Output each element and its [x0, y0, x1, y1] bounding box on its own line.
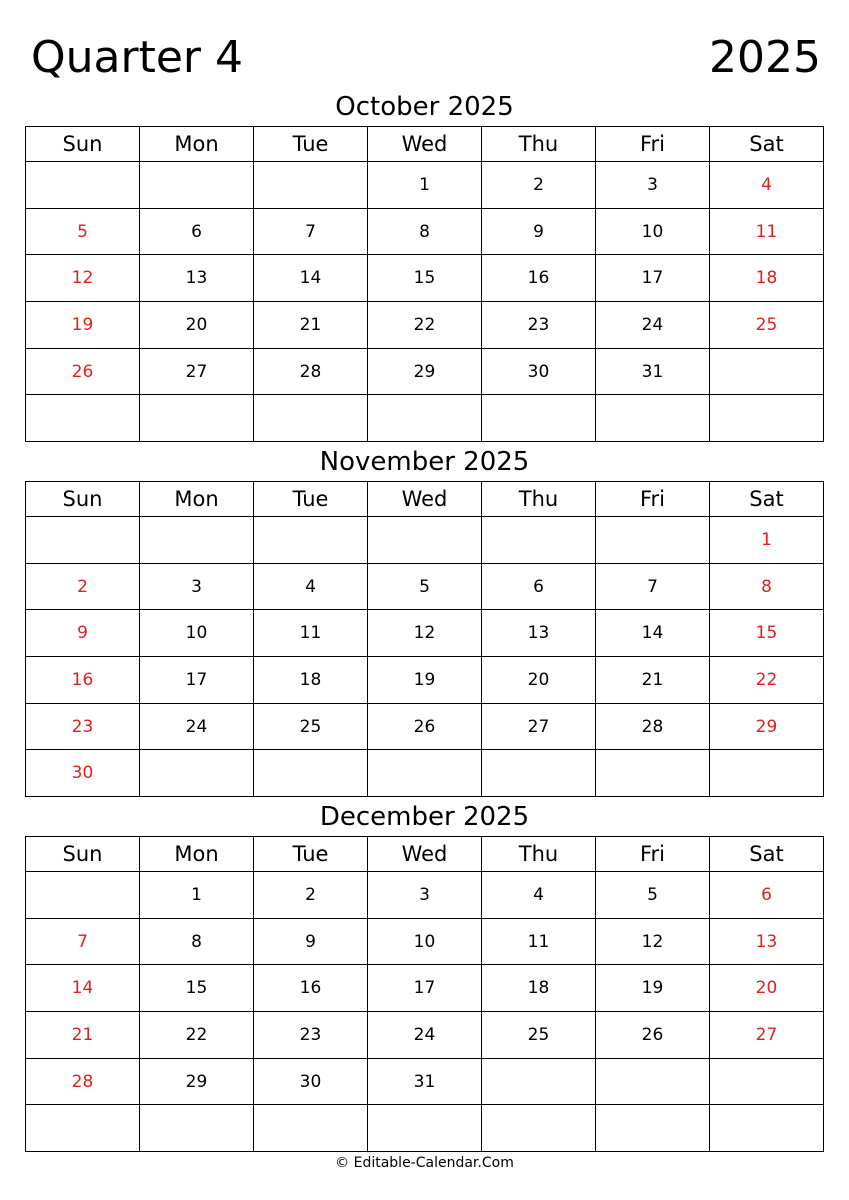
week-row — [26, 750, 824, 797]
day-cell — [140, 1105, 254, 1152]
day-cell — [368, 517, 482, 564]
weekday-header: Thu — [482, 127, 596, 162]
day-cell: 10 — [140, 610, 254, 657]
day-cell: 4 — [710, 162, 824, 209]
day-cell: 21 — [26, 1012, 140, 1059]
day-cell: 31 — [368, 1058, 482, 1105]
month-calendar — [25, 90, 824, 442]
week-row — [26, 1012, 824, 1059]
day-cell: 30 — [482, 348, 596, 395]
day-cell: 5 — [368, 563, 482, 610]
weekday-header: Tue — [254, 127, 368, 162]
day-cell: 27 — [140, 348, 254, 395]
day-cell: 10 — [596, 208, 710, 255]
weekday-header: Fri — [596, 837, 710, 872]
day-cell: 31 — [596, 348, 710, 395]
weekday-header: Sun — [26, 482, 140, 517]
day-cell — [26, 395, 140, 442]
day-cell — [368, 395, 482, 442]
day-cell: 1 — [368, 162, 482, 209]
day-cell: 9 — [254, 918, 368, 965]
day-cell — [596, 1105, 710, 1152]
weekday-header: Wed — [368, 127, 482, 162]
day-cell — [596, 750, 710, 797]
day-cell: 13 — [710, 918, 824, 965]
day-cell: 19 — [368, 657, 482, 704]
week-row — [26, 918, 824, 965]
day-cell: 18 — [254, 657, 368, 704]
day-cell: 10 — [368, 918, 482, 965]
day-cell: 9 — [26, 610, 140, 657]
day-cell: 15 — [710, 610, 824, 657]
day-cell: 6 — [140, 208, 254, 255]
day-cell — [368, 1105, 482, 1152]
day-cell: 29 — [710, 703, 824, 750]
day-cell: 2 — [26, 563, 140, 610]
weekday-header-row — [26, 482, 824, 517]
day-cell: 25 — [710, 302, 824, 349]
day-cell: 11 — [254, 610, 368, 657]
day-cell: 26 — [26, 348, 140, 395]
month-calendar — [25, 800, 824, 1152]
quarter-title: Quarter 4 — [31, 32, 243, 83]
day-cell: 11 — [710, 208, 824, 255]
day-cell: 20 — [140, 302, 254, 349]
day-cell: 3 — [140, 563, 254, 610]
week-row — [26, 395, 824, 442]
day-cell: 21 — [596, 657, 710, 704]
day-cell: 20 — [710, 965, 824, 1012]
month-grid — [25, 126, 824, 442]
day-cell: 1 — [710, 517, 824, 564]
day-cell — [482, 517, 596, 564]
month-grid — [25, 836, 824, 1152]
day-cell — [26, 162, 140, 209]
day-cell — [140, 750, 254, 797]
day-cell: 14 — [26, 965, 140, 1012]
month-title: October 2025 — [335, 92, 514, 122]
day-cell — [254, 517, 368, 564]
day-cell: 8 — [710, 563, 824, 610]
day-cell — [710, 1105, 824, 1152]
day-cell: 2 — [482, 162, 596, 209]
weekday-header: Tue — [254, 837, 368, 872]
day-cell: 13 — [482, 610, 596, 657]
day-cell: 28 — [596, 703, 710, 750]
weekday-header: Sun — [26, 127, 140, 162]
day-cell: 27 — [710, 1012, 824, 1059]
day-cell: 6 — [482, 563, 596, 610]
day-cell: 14 — [254, 255, 368, 302]
day-cell — [26, 1105, 140, 1152]
week-row — [26, 255, 824, 302]
weekday-header: Fri — [596, 127, 710, 162]
weekday-header: Wed — [368, 482, 482, 517]
day-cell: 29 — [368, 348, 482, 395]
day-cell: 26 — [596, 1012, 710, 1059]
month-title: November 2025 — [319, 447, 530, 477]
day-cell: 4 — [254, 563, 368, 610]
day-cell: 17 — [140, 657, 254, 704]
week-row — [26, 872, 824, 919]
day-cell — [710, 1058, 824, 1105]
day-cell: 23 — [254, 1012, 368, 1059]
week-row — [26, 703, 824, 750]
day-cell: 8 — [368, 208, 482, 255]
day-cell — [26, 872, 140, 919]
week-row — [26, 965, 824, 1012]
year-title: 2025 — [709, 32, 821, 83]
day-cell: 3 — [596, 162, 710, 209]
day-cell — [368, 750, 482, 797]
weekday-header: Mon — [140, 837, 254, 872]
month-grid — [25, 481, 824, 797]
month-title: December 2025 — [319, 802, 530, 832]
week-row — [26, 1058, 824, 1105]
week-row — [26, 208, 824, 255]
day-cell: 7 — [26, 918, 140, 965]
weekday-header: Sat — [710, 127, 824, 162]
day-cell: 25 — [482, 1012, 596, 1059]
day-cell: 15 — [140, 965, 254, 1012]
day-cell — [254, 395, 368, 442]
weekday-header: Fri — [596, 482, 710, 517]
day-cell: 15 — [368, 255, 482, 302]
day-cell: 23 — [26, 703, 140, 750]
day-cell: 24 — [140, 703, 254, 750]
day-cell — [710, 348, 824, 395]
day-cell: 7 — [596, 563, 710, 610]
day-cell — [710, 395, 824, 442]
day-cell: 13 — [140, 255, 254, 302]
day-cell — [140, 395, 254, 442]
day-cell: 4 — [482, 872, 596, 919]
day-cell — [710, 750, 824, 797]
week-row — [26, 162, 824, 209]
day-cell: 19 — [596, 965, 710, 1012]
day-cell: 14 — [596, 610, 710, 657]
day-cell: 26 — [368, 703, 482, 750]
day-cell: 16 — [482, 255, 596, 302]
day-cell — [596, 395, 710, 442]
footer-copyright: © Editable-Calendar.Com — [335, 1155, 514, 1171]
day-cell — [482, 1058, 596, 1105]
day-cell — [482, 750, 596, 797]
day-cell: 24 — [596, 302, 710, 349]
day-cell: 30 — [26, 750, 140, 797]
day-cell — [482, 1105, 596, 1152]
day-cell: 20 — [482, 657, 596, 704]
day-cell: 7 — [254, 208, 368, 255]
day-cell: 17 — [596, 255, 710, 302]
day-cell — [254, 162, 368, 209]
day-cell: 6 — [710, 872, 824, 919]
day-cell: 3 — [368, 872, 482, 919]
day-cell — [254, 1105, 368, 1152]
day-cell: 22 — [140, 1012, 254, 1059]
week-row — [26, 610, 824, 657]
day-cell: 19 — [26, 302, 140, 349]
day-cell: 24 — [368, 1012, 482, 1059]
weekday-header: Thu — [482, 837, 596, 872]
week-row — [26, 563, 824, 610]
day-cell: 16 — [254, 965, 368, 1012]
day-cell: 23 — [482, 302, 596, 349]
day-cell: 9 — [482, 208, 596, 255]
week-row — [26, 302, 824, 349]
day-cell: 22 — [710, 657, 824, 704]
weekday-header: Sat — [710, 837, 824, 872]
day-cell: 8 — [140, 918, 254, 965]
day-cell — [140, 162, 254, 209]
weekday-header: Thu — [482, 482, 596, 517]
day-cell — [596, 517, 710, 564]
week-row — [26, 517, 824, 564]
day-cell: 11 — [482, 918, 596, 965]
weekday-header: Mon — [140, 482, 254, 517]
day-cell: 12 — [368, 610, 482, 657]
day-cell: 28 — [26, 1058, 140, 1105]
day-cell: 29 — [140, 1058, 254, 1105]
day-cell — [26, 517, 140, 564]
weekday-header: Sun — [26, 837, 140, 872]
day-cell — [254, 750, 368, 797]
day-cell: 1 — [140, 872, 254, 919]
day-cell: 30 — [254, 1058, 368, 1105]
day-cell: 17 — [368, 965, 482, 1012]
day-cell — [140, 517, 254, 564]
weekday-header: Sat — [710, 482, 824, 517]
week-row — [26, 1105, 824, 1152]
day-cell: 2 — [254, 872, 368, 919]
day-cell: 22 — [368, 302, 482, 349]
day-cell: 25 — [254, 703, 368, 750]
day-cell: 27 — [482, 703, 596, 750]
weekday-header: Mon — [140, 127, 254, 162]
weekday-header-row — [26, 837, 824, 872]
day-cell: 18 — [710, 255, 824, 302]
day-cell: 5 — [596, 872, 710, 919]
day-cell: 18 — [482, 965, 596, 1012]
day-cell: 16 — [26, 657, 140, 704]
day-cell: 21 — [254, 302, 368, 349]
day-cell: 12 — [26, 255, 140, 302]
month-calendar — [25, 445, 824, 797]
day-cell — [482, 395, 596, 442]
week-row — [26, 348, 824, 395]
day-cell: 12 — [596, 918, 710, 965]
weekday-header: Tue — [254, 482, 368, 517]
weekday-header: Wed — [368, 837, 482, 872]
week-row — [26, 657, 824, 704]
day-cell — [596, 1058, 710, 1105]
day-cell: 28 — [254, 348, 368, 395]
weekday-header-row — [26, 127, 824, 162]
day-cell: 5 — [26, 208, 140, 255]
